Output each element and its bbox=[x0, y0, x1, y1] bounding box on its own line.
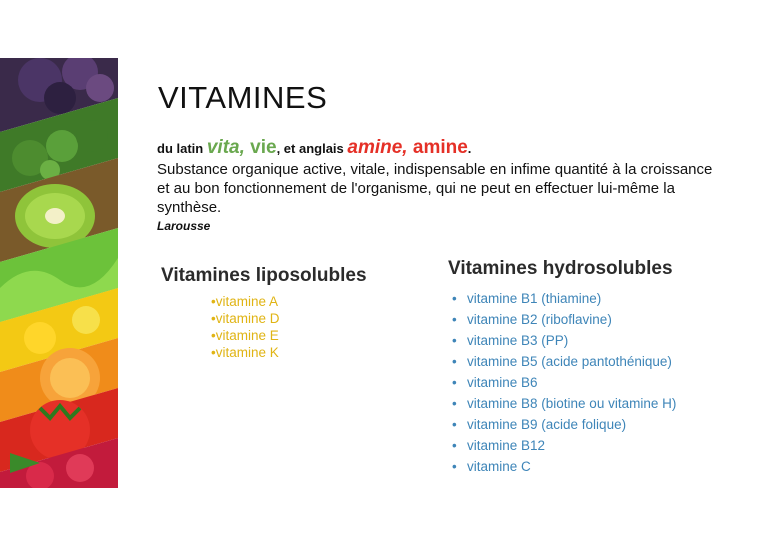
bullet: • bbox=[452, 312, 457, 327]
list-item bbox=[452, 414, 676, 435]
english-word: amine, bbox=[347, 137, 408, 158]
list-item bbox=[452, 351, 676, 372]
english-meaning: amine bbox=[407, 137, 468, 158]
list-item-label: vitamine C bbox=[467, 459, 531, 474]
list-item-label: vitamine B2 (riboflavine) bbox=[467, 312, 612, 327]
etymology-middle: , et anglais bbox=[276, 141, 348, 156]
bullet: • bbox=[211, 345, 216, 360]
list-item bbox=[452, 309, 676, 330]
latin-meaning: vie bbox=[244, 137, 277, 158]
fruit-vegetable-image bbox=[0, 58, 118, 488]
list-item bbox=[211, 344, 280, 361]
list-item bbox=[452, 456, 676, 477]
list-item bbox=[452, 393, 676, 414]
list-item-label: vitamine B9 (acide folique) bbox=[467, 417, 627, 432]
list-item-label: vitamine E bbox=[215, 328, 279, 343]
hydrosoluble-list bbox=[452, 288, 676, 477]
list-item bbox=[452, 435, 676, 456]
bullet: • bbox=[452, 333, 457, 348]
list-item bbox=[452, 288, 676, 309]
bullet: • bbox=[452, 291, 457, 306]
definition-text: Substance organique active, vitale, indispensable en infime quantité à la croissance et au bon fonctionnement de l'organisme, qui ne peut en effectuer lui-même la synthèse. bbox=[157, 161, 713, 216]
bullet: • bbox=[452, 354, 457, 369]
etymology-prefix: du latin bbox=[157, 141, 207, 156]
hydrosoluble-heading: Vitamines hydrosolubles bbox=[448, 258, 673, 279]
definition-source: Larousse bbox=[157, 219, 211, 233]
list-item bbox=[211, 327, 280, 344]
list-item-label: vitamine B8 (biotine ou vitamine H) bbox=[467, 396, 677, 411]
etymology-line bbox=[157, 137, 471, 159]
list-item bbox=[211, 310, 280, 327]
bullet: • bbox=[452, 438, 457, 453]
liposoluble-heading: Vitamines liposolubles bbox=[161, 265, 367, 286]
latin-word: vita, bbox=[206, 137, 245, 158]
bullet: • bbox=[452, 396, 457, 411]
etymology-end: . bbox=[467, 141, 472, 156]
list-item bbox=[452, 330, 676, 351]
page-title: VITAMINES bbox=[158, 80, 328, 115]
list-item-label: vitamine B3 (PP) bbox=[467, 333, 569, 348]
list-item-label: vitamine D bbox=[215, 311, 280, 326]
list-item-label: vitamine A bbox=[215, 294, 279, 309]
liposoluble-list bbox=[211, 293, 280, 361]
list-item bbox=[452, 372, 676, 393]
list-item bbox=[211, 293, 280, 310]
bullet: • bbox=[452, 375, 457, 390]
bullet: • bbox=[452, 459, 457, 474]
list-item-label: vitamine B1 (thiamine) bbox=[467, 291, 602, 306]
list-item-label: vitamine B12 bbox=[467, 438, 546, 453]
list-item-label: vitamine B6 bbox=[467, 375, 538, 390]
bullet: • bbox=[211, 311, 216, 326]
list-item-label: vitamine K bbox=[215, 345, 279, 360]
bullet: • bbox=[452, 417, 457, 432]
bullet: • bbox=[211, 328, 216, 343]
bullet: • bbox=[211, 294, 216, 309]
list-item-label: vitamine B5 (acide pantothénique) bbox=[467, 354, 672, 369]
